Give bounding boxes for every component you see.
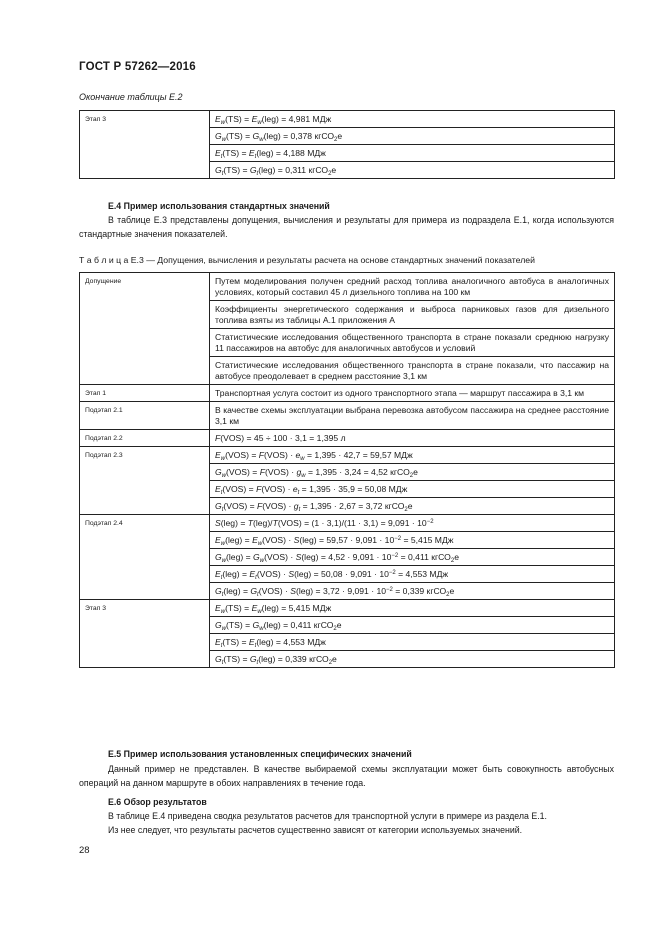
- table-e3: [79, 272, 615, 668]
- table-cell: $E_t(TS) = E_t(leg) = 4,553$ МДж: [210, 634, 614, 651]
- table-row: [80, 447, 615, 515]
- document-header: ГОСТ Р 57262—2016: [79, 61, 196, 73]
- row-content: [210, 600, 615, 668]
- table-row: [80, 430, 615, 447]
- table-cell: $E_w(leg) = E_w(VOS) \cdot S(leg) = 59,57 \cdot 9,091 \cdot 10^{-2} = 5,415$ МДж: [210, 532, 614, 549]
- row-label: Подэтап 2.3: [80, 447, 210, 515]
- page-number: 28: [79, 845, 90, 856]
- table-cell: $E_w(VOS) = F(VOS) \cdot e_w = 1,395 \cdot 42,7 = 59,57$ МДж: [210, 447, 614, 464]
- section-e4-text: В таблице Е.3 представлены допущения, вычисления и результаты для примера из подраздела Е.1, когда используются стандартные значения показателей.: [79, 215, 614, 239]
- row-content: [210, 402, 615, 430]
- row-label: Подэтап 2.1: [80, 402, 210, 430]
- table-cell: Транспортная услуга состоит из одного транспортного этапа — маршрут пассажира в 3,1 км: [215, 388, 585, 398]
- table-row: [80, 515, 615, 600]
- section-e6-title: Е.6 Обзор результатов: [108, 797, 207, 807]
- table-cell: Статистические исследования общественного транспорта в стране показали среднюю нагрузку 11 пассажиров на автобус для аналогичных автобусов и условий: [210, 329, 614, 357]
- section-e4-title: Е.4 Пример использования стандартных значений: [108, 201, 330, 211]
- table-cell: $G_t(TS) = G_t(leg) = 0,311$ кгСО$_2$е: [215, 165, 337, 177]
- table-row: [80, 385, 615, 402]
- row-label: Подэтап 2.4: [80, 515, 210, 600]
- table-cell: $G_w(VOS) = F(VOS) \cdot g_w = 1,395 \cdot 3,24 = 4,52$ кгСО$_2$е: [210, 464, 614, 481]
- table-cell: Коэффициенты энергетического содержания и выброса парниковых газов для дизельного топлива взяты из таблицы А.1 приложения А: [210, 301, 614, 329]
- table-cell: $E_t(leg) = E_t(VOS) \cdot S(leg) = 50,08 \cdot 9,091 \cdot 10^{-2} = 4,553$ МДж: [210, 566, 614, 583]
- table-e2: [79, 110, 615, 179]
- section-e5-title: Е.5 Пример использования установленных специфических значений: [108, 749, 412, 759]
- section-e5-text: Данный пример не представлен. В качестве выбираемой схемы эксплуатации может быть совокупность автобусных операций на данном маршруте в обоих направлениях в течение года.: [79, 764, 614, 788]
- table-row: [80, 402, 615, 430]
- row-content: [210, 385, 615, 402]
- row-content: [210, 273, 615, 385]
- table-row: [80, 273, 615, 385]
- table-cell: $G_w(TS) = G_w(leg) = 0,378$ кгСО$_2$е: [210, 128, 614, 145]
- row-content: [210, 447, 615, 515]
- row-label: Подэтап 2.2: [80, 430, 210, 447]
- table-cell: $E_w(TS) = E_w(leg) = 5,415$ МДж: [210, 600, 614, 617]
- row-content: [210, 111, 615, 179]
- table-cell: $G_w(TS) = G_w(leg) = 0,411$ кгСО$_2$е: [210, 617, 614, 634]
- table-continuation-caption: Окончание таблицы Е.2: [79, 92, 183, 102]
- table-cell: $G_t(VOS) = F(VOS) \cdot g_t = 1,395 \cdot 2,67 = 3,72$ кгСО$_2$е: [215, 501, 413, 513]
- table-row: [80, 111, 615, 179]
- row-label: Допущение: [80, 273, 210, 385]
- table-cell: $E_t(TS) = E_t(leg) = 4,188$ МДж: [210, 145, 614, 162]
- table-cell: $G_t(TS) = G_t(leg) = 0,339$ кгСО$_2$е: [215, 654, 337, 666]
- table-cell: $E_w(TS) = E_w(leg) = 4,981$ МДж: [210, 111, 614, 128]
- table-cell: $G_w(leg) = G_w(VOS) \cdot S(leg) = 4,52 \cdot 9,091 \cdot 10^{-2} = 0,411$ кгСО$_2$е: [210, 549, 614, 566]
- table-cell: $S(leg) = T(leg)/T(VOS) = (1 \cdot 3,1)/(11 \cdot 3,1) = 9,091 \cdot 10^{-2}$: [210, 515, 614, 532]
- table-cell: $E_t(VOS) = F(VOS) \cdot e_t = 1,395 \cdot 35,9 = 50,08$ МДж: [210, 481, 614, 498]
- row-label: Этап 3: [80, 111, 210, 179]
- section-e6-text-2: Из нее следует, что результаты расчетов существенно зависят от категории используемых значений.: [108, 825, 523, 835]
- table-cell: $G_t(leg) = G_t(VOS) \cdot S(leg) = 3,72 \cdot 9,091 \cdot 10^{-2} = 0,339$ кгСО$_2$е: [215, 586, 455, 598]
- table-cell: F(VOS) = 45 ÷ 100 · 3,1 = 1,395 л: [215, 433, 346, 443]
- section-e6-text-1: В таблице Е.4 приведена сводка результатов расчетов для транспортной услуги в примере из раздела Е.1.: [108, 811, 547, 821]
- table-cell: Путем моделирования получен средний расход топлива аналогичного автобуса в аналогичных условиях, который составил 45 л дизельного топлива на 100 км: [210, 273, 614, 301]
- table-cell: В качестве схемы эксплуатации выбрана перевозка автобусом пассажира на среднее расстояние 3,1 км: [215, 405, 609, 426]
- row-label: Этап 3: [80, 600, 210, 668]
- row-content: [210, 430, 615, 447]
- table-row: [80, 600, 615, 668]
- table-e3-caption: Т а б л и ц а Е.3 — Допущения, вычисления и результаты расчета на основе стандартных значений показателей: [79, 255, 535, 265]
- table-cell: Статистические исследования общественного транспорта в стране показали, что пассажир на автобусе преодолевает в среднем расстояние 3,1 км: [215, 360, 609, 381]
- row-content: [210, 515, 615, 600]
- row-label: Этап 1: [80, 385, 210, 402]
